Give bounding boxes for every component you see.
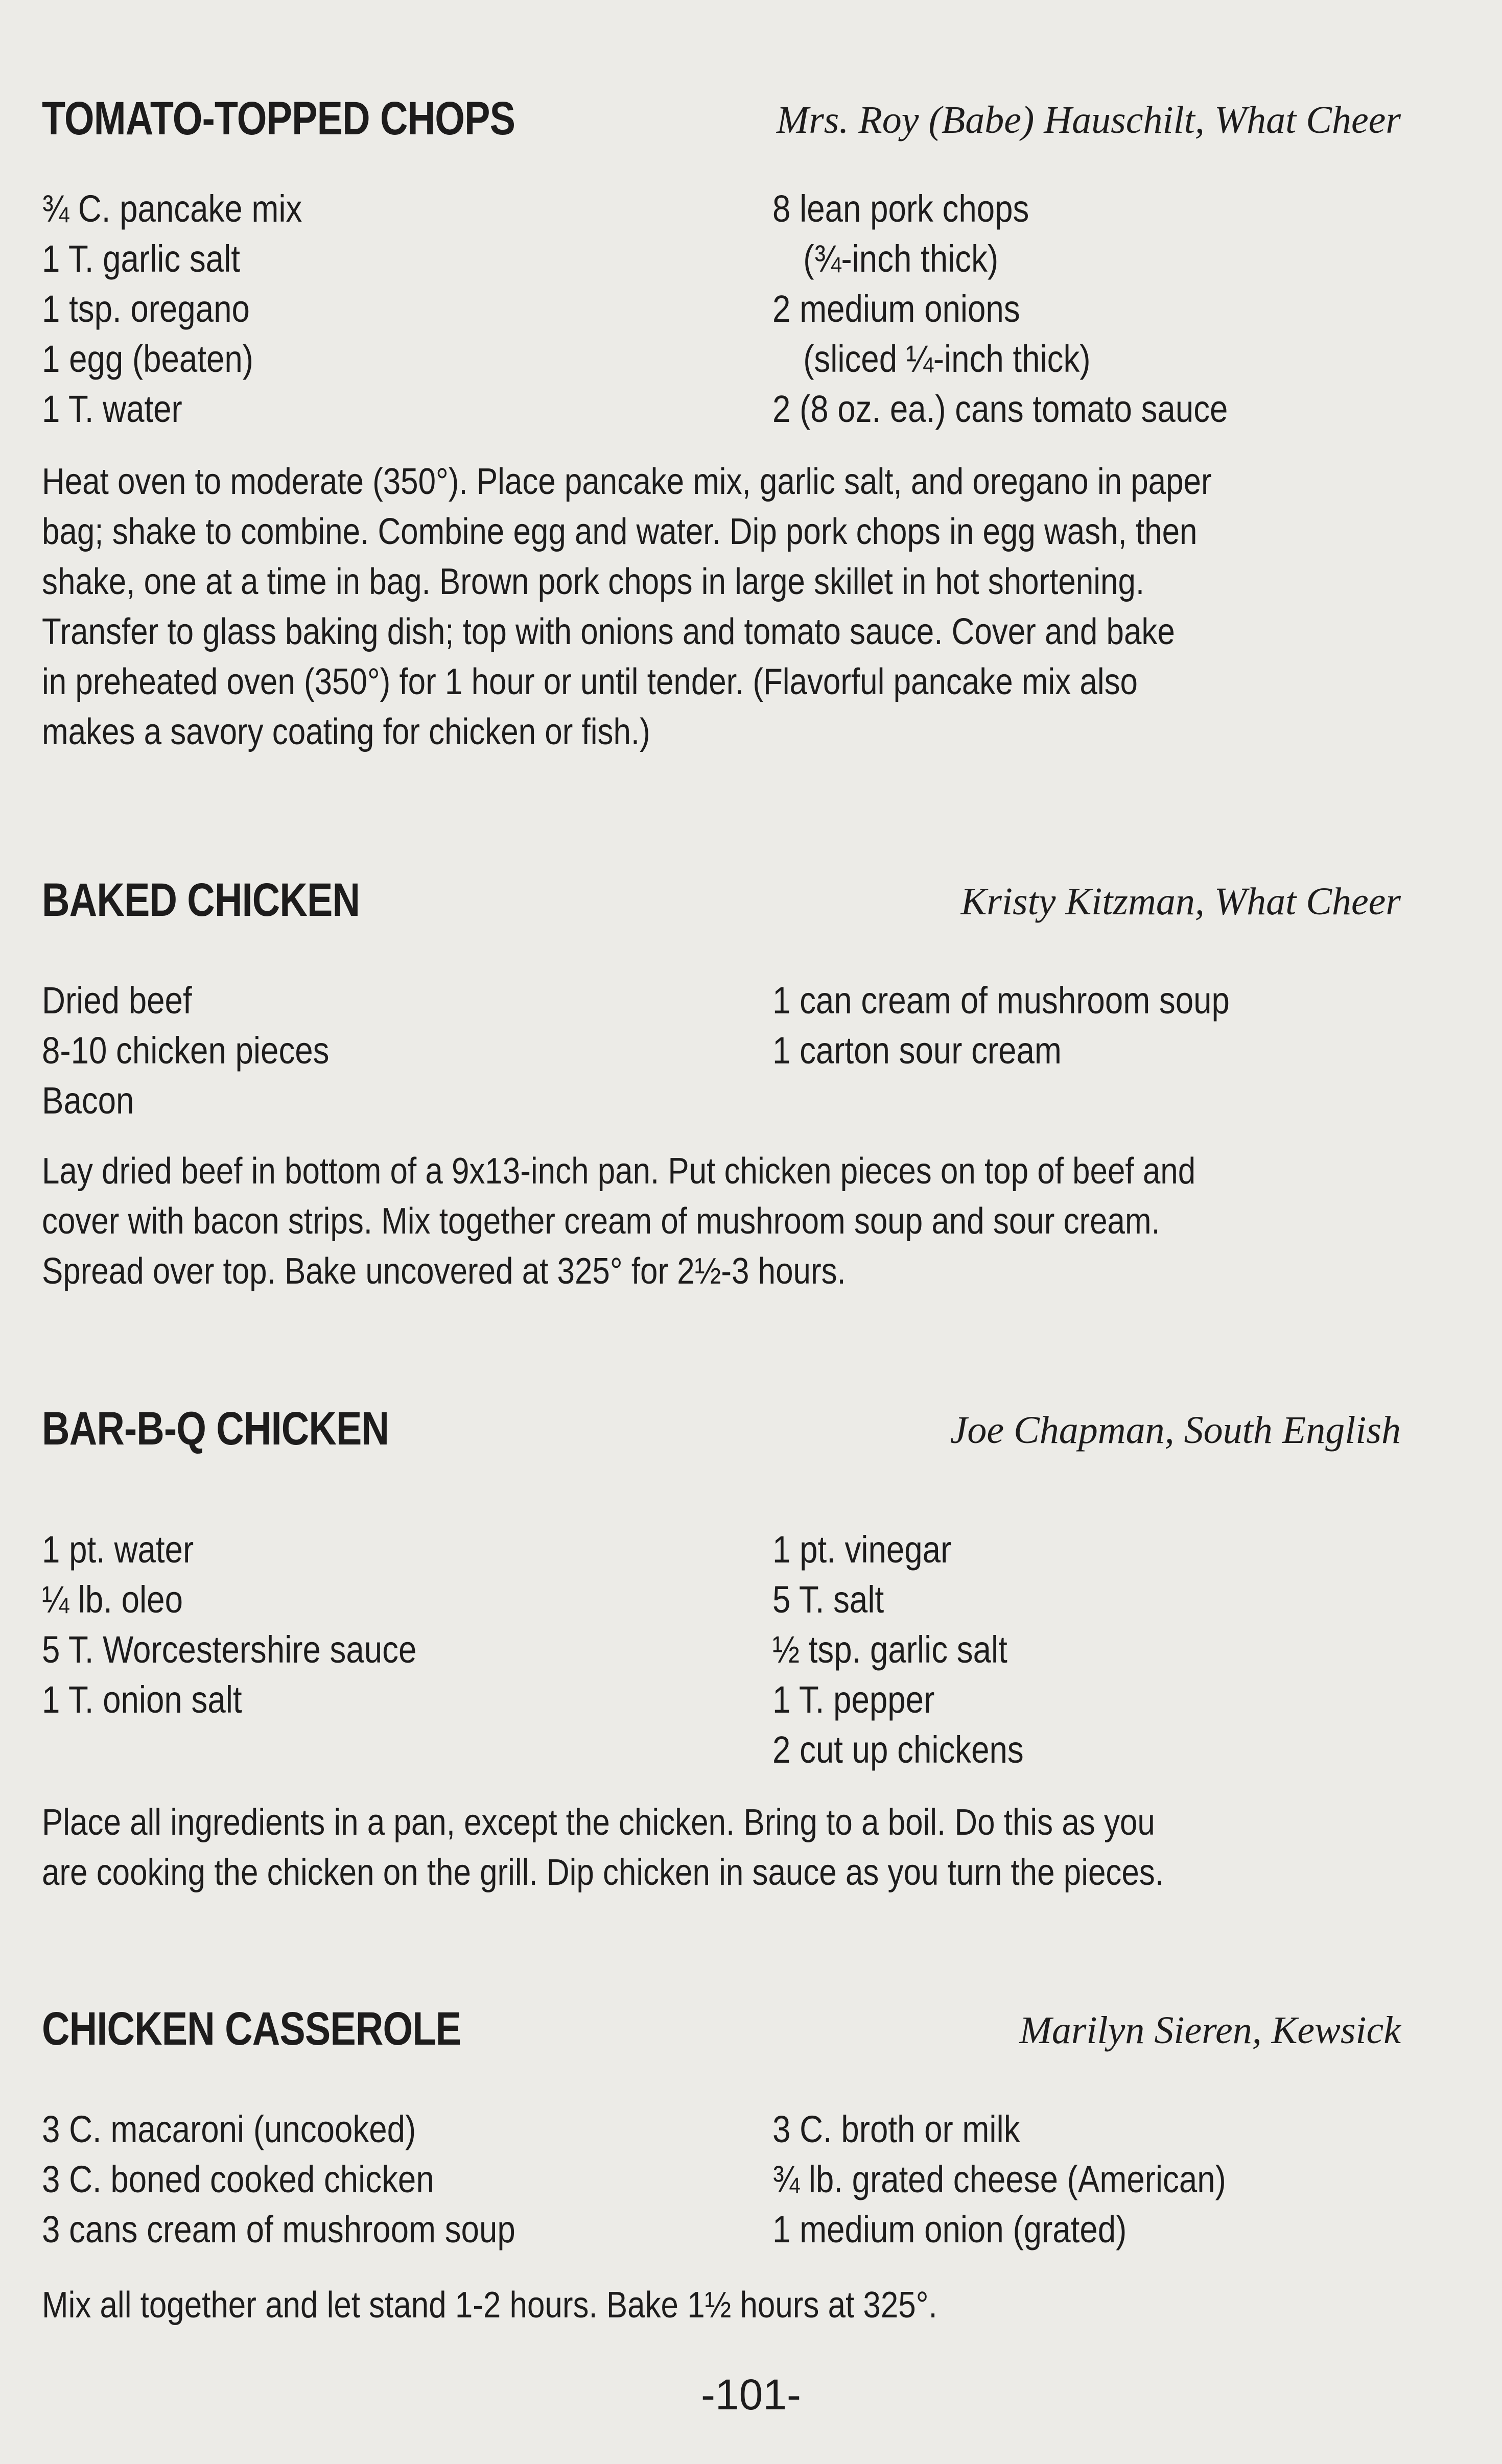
recipe-author: Marilyn Sieren, Kewsick	[1019, 2009, 1401, 2052]
directions	[42, 1797, 1401, 1898]
directions	[42, 2280, 1401, 2330]
ingredient: 8-10 chicken pieces	[42, 1029, 330, 1072]
direction-line: are cooking the chicken on the grill. Dip chicken in sauce as you turn the pieces.	[42, 1852, 1164, 1893]
recipe-author: Joe Chapman, South English	[950, 1409, 1401, 1452]
recipe-chicken-casserole	[42, 2002, 1401, 2330]
recipe-tomato-topped-chops	[42, 92, 1401, 757]
direction-line: Place all ingredients in a pan, except the chicken. Bring to a boil. Do this as you	[42, 1802, 1155, 1843]
recipe-baked-chicken	[42, 873, 1401, 1296]
ingredient: 1 T. water	[42, 388, 182, 430]
ingredient: 1 can cream of mushroom soup	[772, 979, 1230, 1022]
ingredient: 1 medium onion (grated)	[772, 2208, 1127, 2250]
ingredient: 5 T. Worcestershire sauce	[42, 1628, 417, 1671]
ingredient: 1 carton sour cream	[772, 1029, 1062, 1072]
ingredients-right	[772, 2104, 1401, 2255]
ingredient: 1 pt. water	[42, 1528, 194, 1571]
ingredient: 1 egg (beaten)	[42, 338, 253, 380]
recipe-title: TOMATO-TOPPED CHOPS	[42, 92, 515, 145]
recipe-title: CHICKEN CASSEROLE	[42, 2003, 461, 2055]
ingredient: 2 cut up chickens	[772, 1728, 1024, 1771]
direction-line: shake, one at a time in bag. Brown pork chops in large skillet in hot shortening.	[42, 561, 1145, 602]
recipe-title: BAKED CHICKEN	[42, 874, 360, 926]
ingredients-left	[42, 2104, 772, 2255]
ingredient: 3 C. broth or milk	[772, 2108, 1020, 2150]
ingredient: 1 tsp. oregano	[42, 288, 250, 330]
ingredients	[42, 2104, 1401, 2255]
recipe-header	[42, 1402, 1401, 1479]
ingredients	[42, 1525, 1401, 1775]
direction-line: Spread over top. Bake uncovered at 325° for 2½-3 hours.	[42, 1251, 846, 1292]
ingredients-right	[772, 184, 1401, 434]
directions	[42, 457, 1401, 757]
ingredient: 1 pt. vinegar	[772, 1528, 952, 1571]
ingredient: (sliced ¼-inch thick)	[803, 338, 1091, 380]
recipe-header	[42, 2002, 1401, 2079]
ingredient: 5 T. salt	[772, 1578, 884, 1621]
direction-line: bag; shake to combine. Combine egg and water. Dip pork chops in egg wash, then	[42, 511, 1198, 552]
ingredient: 2 (8 oz. ea.) cans tomato sauce	[772, 388, 1228, 430]
direction-line: in preheated oven (350°) for 1 hour or until tender. (Flavorful pancake mix also	[42, 661, 1138, 702]
ingredient: 8 lean pork chops	[772, 187, 1029, 230]
ingredient: 3 C. boned cooked chicken	[42, 2158, 434, 2200]
ingredients-right	[772, 1525, 1401, 1775]
ingredient: ¼ lb. oleo	[42, 1578, 183, 1621]
ingredient: 1 T. onion salt	[42, 1678, 242, 1721]
ingredient: ½ tsp. garlic salt	[772, 1628, 1007, 1671]
ingredient: ¾ lb. grated cheese (American)	[772, 2158, 1226, 2200]
recipe-title: BAR-B-Q CHICKEN	[42, 1403, 389, 1455]
ingredient: 1 T. pepper	[772, 1678, 935, 1721]
recipe-bar-b-q-chicken	[42, 1402, 1401, 1898]
recipe-author: Kristy Kitzman, What Cheer	[960, 880, 1401, 923]
ingredients-left	[42, 976, 772, 1126]
ingredients-left	[42, 184, 772, 434]
ingredients-left	[42, 1525, 772, 1775]
ingredient: ¾ C. pancake mix	[42, 187, 302, 230]
ingredient: 1 T. garlic salt	[42, 238, 240, 280]
show-through-text	[843, 20, 855, 70]
page-number: -101-	[700, 2371, 802, 2419]
direction-line: Transfer to glass baking dish; top with onions and tomato sauce. Cover and bake	[42, 611, 1175, 652]
ingredient: Bacon	[42, 1079, 134, 1122]
ingredient: 3 cans cream of mushroom soup	[42, 2208, 515, 2250]
ingredient: 2 medium onions	[772, 288, 1020, 330]
ingredient: Dried beef	[42, 979, 192, 1022]
ingredients	[42, 184, 1401, 434]
ingredients-right	[772, 976, 1401, 1126]
direction-line: Heat oven to moderate (350°). Place pancake mix, garlic salt, and oregano in paper	[42, 461, 1212, 502]
direction-line: Mix all together and let stand 1-2 hours. Bake 1½ hours at 325°.	[42, 2285, 937, 2326]
recipe-header	[42, 873, 1401, 950]
recipe-author: Mrs. Roy (Babe) Hauschilt, What Cheer	[776, 99, 1401, 141]
direction-line: cover with bacon strips. Mix together cream of mushroom soup and sour cream.	[42, 1201, 1160, 1242]
directions	[42, 1146, 1401, 1296]
recipe-header	[42, 92, 1401, 169]
ingredient: (¾-inch thick)	[803, 238, 999, 280]
direction-line: Lay dried beef in bottom of a 9x13-inch pan. Put chicken pieces on top of beef and	[42, 1151, 1196, 1192]
ingredients	[42, 976, 1401, 1126]
ingredient: 3 C. macaroni (uncooked)	[42, 2108, 416, 2150]
direction-line: makes a savory coating for chicken or fish.)	[42, 712, 650, 752]
